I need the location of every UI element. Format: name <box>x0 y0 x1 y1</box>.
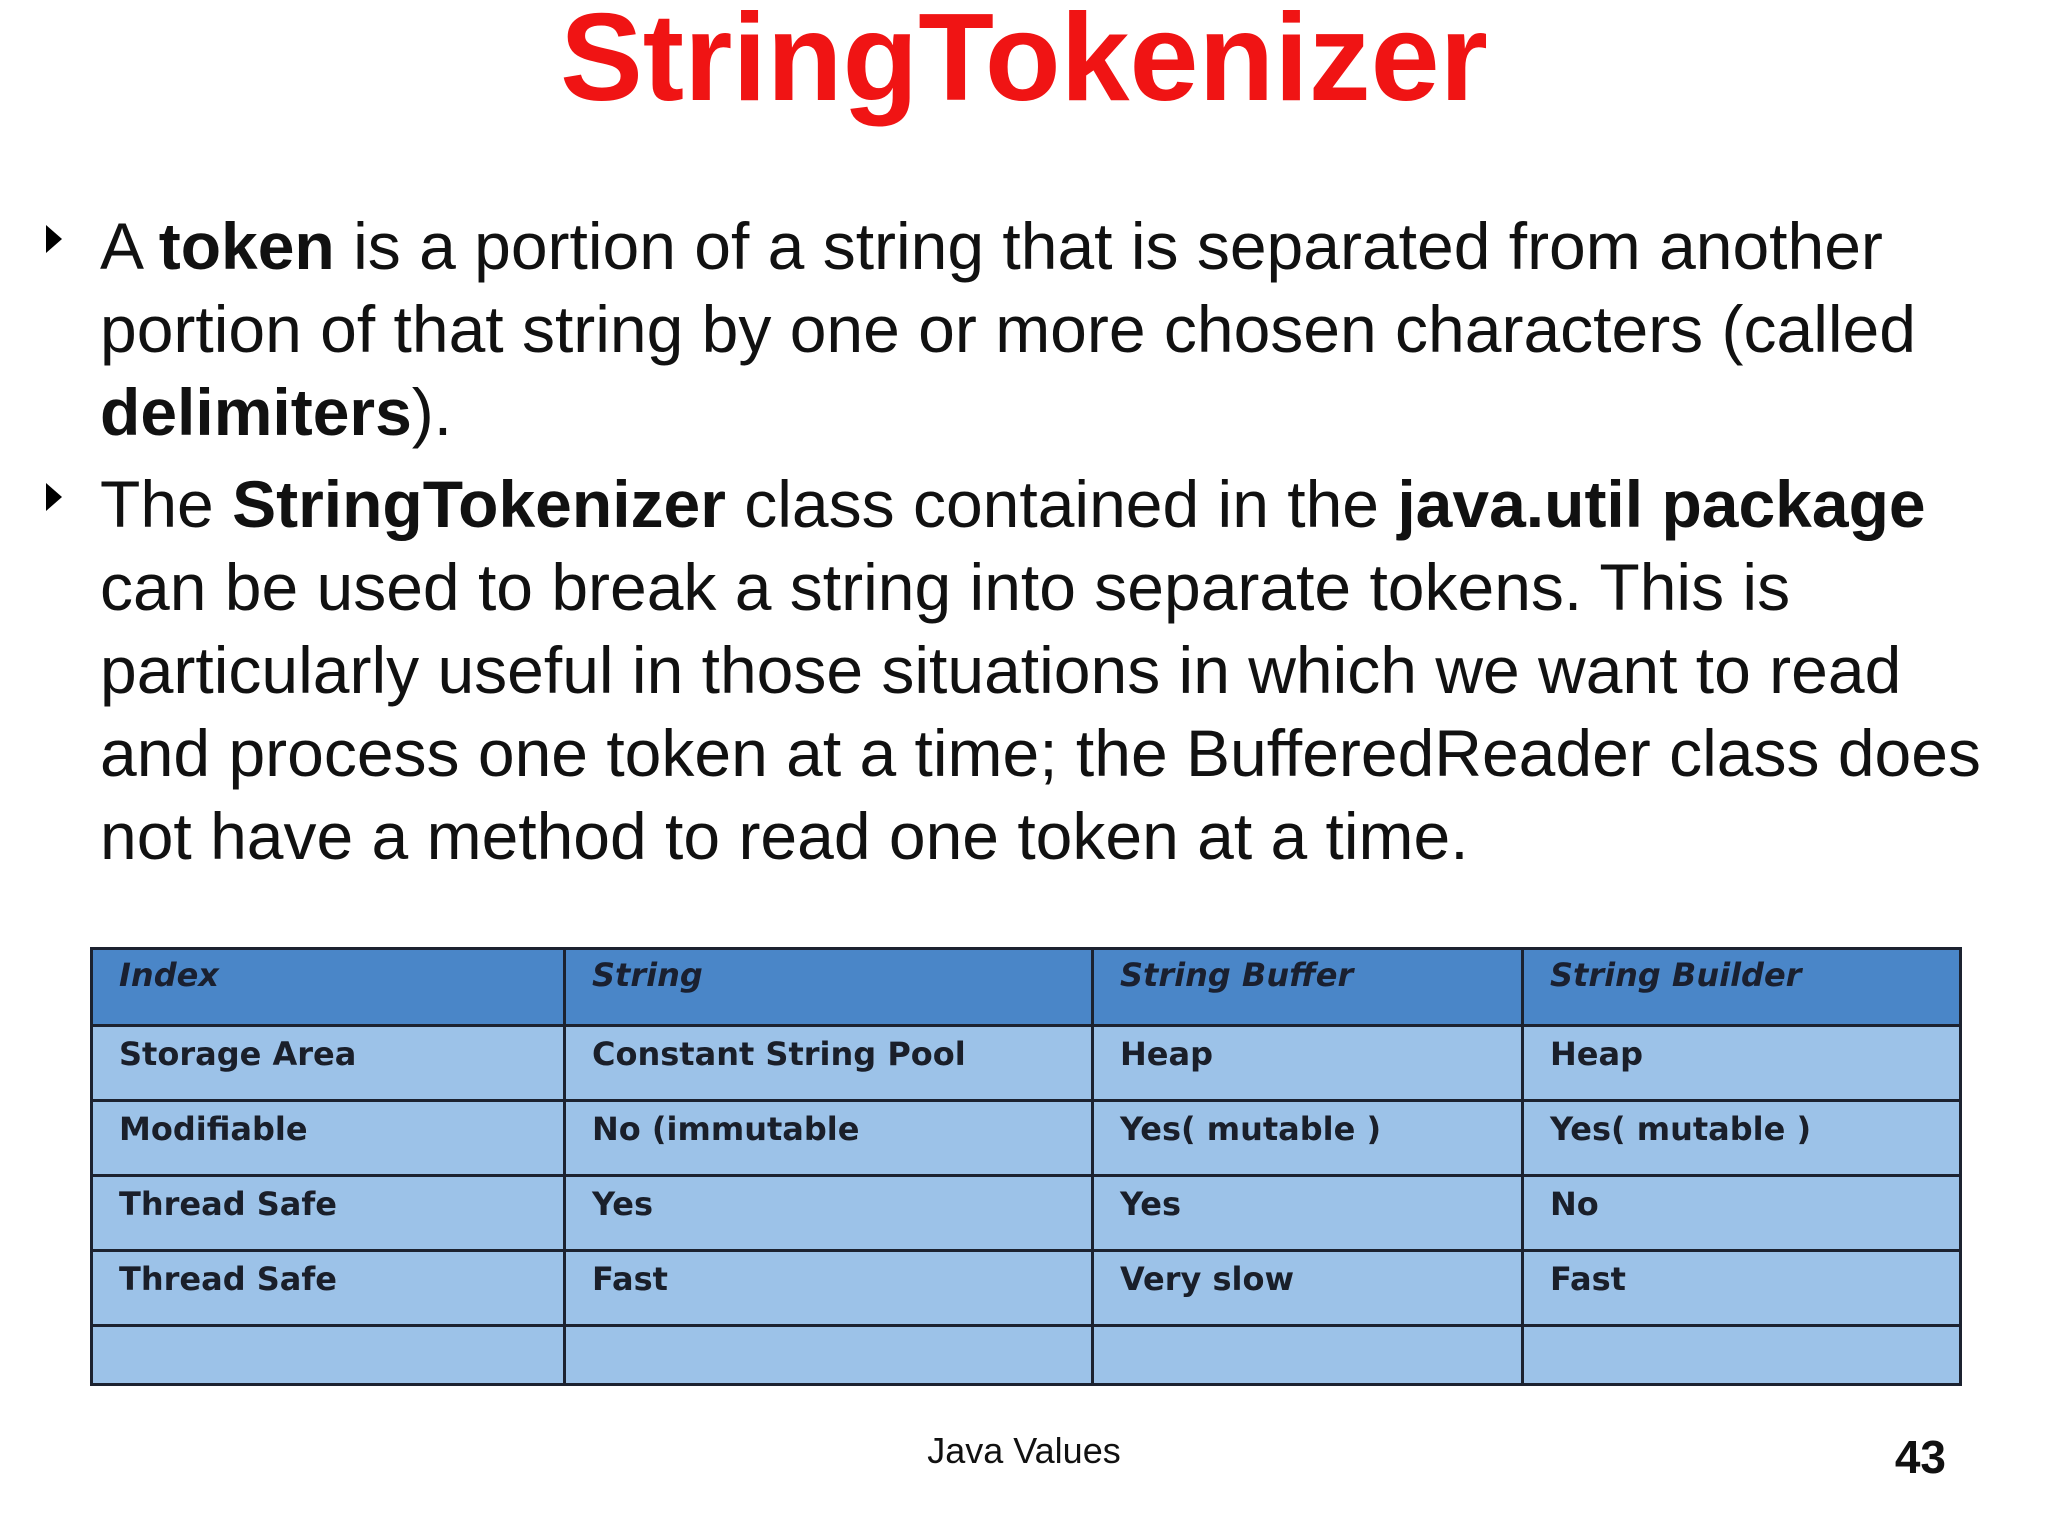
bullet-token-definition <box>38 205 2028 454</box>
table-row <box>92 1176 1961 1251</box>
table-cell: Yes( mutable ) <box>1523 1101 1961 1176</box>
table-cell: Yes <box>1093 1176 1523 1251</box>
table-cell: Modifiable <box>92 1101 565 1176</box>
table-cell <box>1093 1326 1523 1385</box>
bullet-stringtokenizer-class <box>38 463 2028 878</box>
bullet-list <box>38 205 2028 878</box>
text-run: A <box>100 209 159 283</box>
table-row-empty <box>92 1326 1961 1385</box>
table-row <box>92 1101 1961 1176</box>
table-cell: Very slow <box>1093 1251 1523 1326</box>
table-cell: Fast <box>1523 1251 1961 1326</box>
bold-term-delimiters: delimiters <box>100 375 412 449</box>
bullet-text <box>100 205 2028 454</box>
comparison-table-image <box>90 947 1962 1356</box>
text-run: is a portion of a string that is separated from another portion of that string by one or more chosen characters (called <box>100 209 1916 366</box>
table-cell: Yes( mutable ) <box>1093 1101 1523 1176</box>
table-row <box>92 1251 1961 1326</box>
table-row <box>92 1026 1961 1101</box>
bold-term-stringtokenizer: StringTokenizer <box>232 467 726 541</box>
table-cell: No <box>1523 1176 1961 1251</box>
header-cell: String Builder <box>1523 949 1961 1026</box>
bullet-text <box>100 463 2028 878</box>
footer-text: Java Values <box>927 1430 1121 1471</box>
bullet-arrow-icon <box>46 225 62 253</box>
table-cell: Constant String Pool <box>565 1026 1093 1101</box>
header-cell: String Buffer <box>1093 949 1523 1026</box>
table-cell: Heap <box>1523 1026 1961 1101</box>
bold-term-java-util: java.util package <box>1397 467 1926 541</box>
table-cell: Thread Safe <box>92 1176 565 1251</box>
header-cell: String <box>565 949 1093 1026</box>
table-cell: Yes <box>565 1176 1093 1251</box>
table-cell: Thread Safe <box>92 1251 565 1326</box>
text-run: The <box>100 467 233 541</box>
table-cell: Fast <box>565 1251 1093 1326</box>
table-cell <box>1523 1326 1961 1385</box>
page-number: 43 <box>1894 1431 1946 1483</box>
header-cell: Index <box>92 949 565 1026</box>
text-run: can be used to break a string into separate tokens. This is particularly useful in those situations in which we want to read and process one token at a time; the BufferedReader class does not have a method to read one token at a time. <box>100 550 1981 873</box>
table-cell <box>565 1326 1093 1385</box>
table-header-row <box>92 949 1961 1026</box>
text-run: class contained in the <box>725 467 1398 541</box>
text-run: ). <box>411 375 453 449</box>
bold-term-token: token <box>158 209 335 283</box>
comparison-table <box>90 947 1962 1386</box>
bullet-arrow-icon <box>46 483 62 511</box>
table-cell: Storage Area <box>92 1026 565 1101</box>
slide-title: StringTokenizer <box>560 0 1488 127</box>
table-cell: Heap <box>1093 1026 1523 1101</box>
table-cell <box>92 1326 565 1385</box>
table-cell: No (immutable <box>565 1101 1093 1176</box>
